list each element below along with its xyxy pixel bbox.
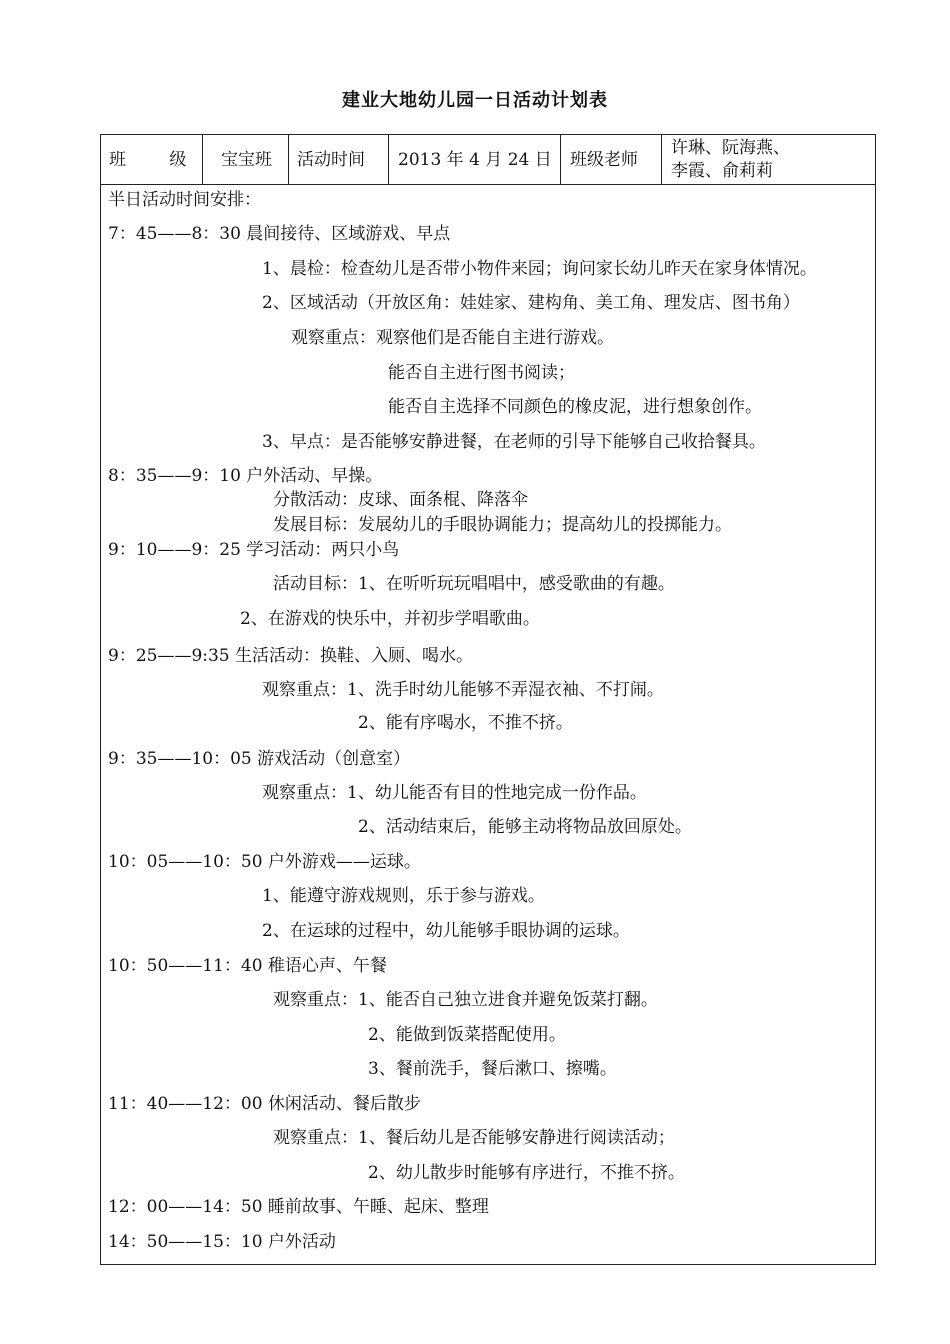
page-title: 建业大地幼儿园一日活动计划表 (342, 90, 608, 111)
plan-line: 观察重点：1、幼儿能否有目的性地完成一份作品。 (262, 783, 647, 803)
plan-line: 2、幼儿散步时能够有序进行，不推不挤。 (368, 1163, 685, 1183)
plan-line: 能否自主进行图书阅读； (388, 363, 575, 383)
plan-line: 2、在游戏的快乐中，并初步学唱歌曲。 (240, 609, 540, 629)
plan-line: 3、早点：是否能够安静进餐，在老师的引导下能够自己收拾餐具。 (262, 432, 766, 452)
plan-line: 观察重点：1、能否自己独立进食并避免饭菜打翻。 (273, 990, 658, 1010)
plan-line: 2、区域活动（开放区角：娃娃家、建构角、美工角、理发店、图书角） (262, 293, 800, 313)
teachers-value (662, 135, 875, 185)
plan-line: 能否自主选择不同颜色的橡皮泥，进行想象创作。 (388, 397, 762, 417)
plan-line: 2、活动结束后，能够主动将物品放回原处。 (358, 817, 692, 837)
plan-line: 3、餐前洗手，餐后漱口、擦嘴。 (368, 1059, 617, 1079)
plan-line: 1、晨检：检查幼儿是否带小物件来园；询问家长幼儿昨天在家身体情况。 (262, 259, 817, 279)
time-slot: 8：35——9：10 户外活动、早操。 (108, 466, 383, 486)
time-slot: 11：40——12：00 休闲活动、餐后散步 (108, 1094, 421, 1114)
plan-line: 观察重点：1、洗手时幼儿能够不弄湿衣袖、不打闹。 (262, 680, 664, 700)
time-slot: 9：25——9:35 生活活动：换鞋、入厕、喝水。 (108, 646, 474, 666)
time-slot: 14：50——15：10 户外活动 (108, 1232, 336, 1252)
time-label: 活动时间 (289, 135, 389, 185)
plan-line: 观察重点：1、餐后幼儿是否能够安静进行阅读活动； (273, 1128, 675, 1148)
time-slot: 10：05——10：50 户外游戏——运球。 (108, 852, 421, 872)
plan-line: 分散活动：皮球、面条棍、降落伞 (273, 490, 528, 510)
time-slot: 9：10——9：25 学习活动：两只小鸟 (108, 540, 400, 560)
plan-line: 发展目标：发展幼儿的手眼协调能力；提高幼儿的投掷能力。 (273, 515, 732, 535)
teachers-line-1: 许琳、阮海燕、 (671, 138, 790, 158)
time-slot: 9：35——10：05 游戏活动（创意室） (108, 749, 411, 769)
teacher-label: 班级老师 (561, 135, 662, 185)
date-value: 2013 年 4 月 24 日 (389, 135, 561, 185)
time-slot: 12：00——14：50 睡前故事、午睡、起床、整理 (108, 1197, 489, 1217)
time-slot: 7：45——8：30 晨间接待、区域游戏、早点 (108, 224, 451, 244)
teachers-line-2: 李霞、俞莉莉 (671, 161, 773, 181)
schedule-heading: 半日活动时间安排： (108, 190, 261, 210)
plan-line: 1、能遵守游戏规则，乐于参与游戏。 (262, 886, 545, 906)
time-slot: 10：50——11：40 稚语心声、午餐 (108, 956, 387, 976)
class-value: 宝宝班 (203, 135, 289, 185)
plan-line: 2、在运球的过程中，幼儿能够手眼协调的运球。 (262, 921, 630, 941)
plan-line: 观察重点：观察他们是否能自主进行游戏。 (291, 328, 614, 348)
class-label: 班 级 (101, 135, 203, 185)
header-row (101, 135, 875, 185)
plan-line: 2、能做到饭菜搭配使用。 (368, 1025, 566, 1045)
plan-line: 活动目标：1、在听听玩玩唱唱中，感受歌曲的有趣。 (273, 574, 675, 594)
plan-line: 2、能有序喝水，不推不挤。 (358, 713, 573, 733)
